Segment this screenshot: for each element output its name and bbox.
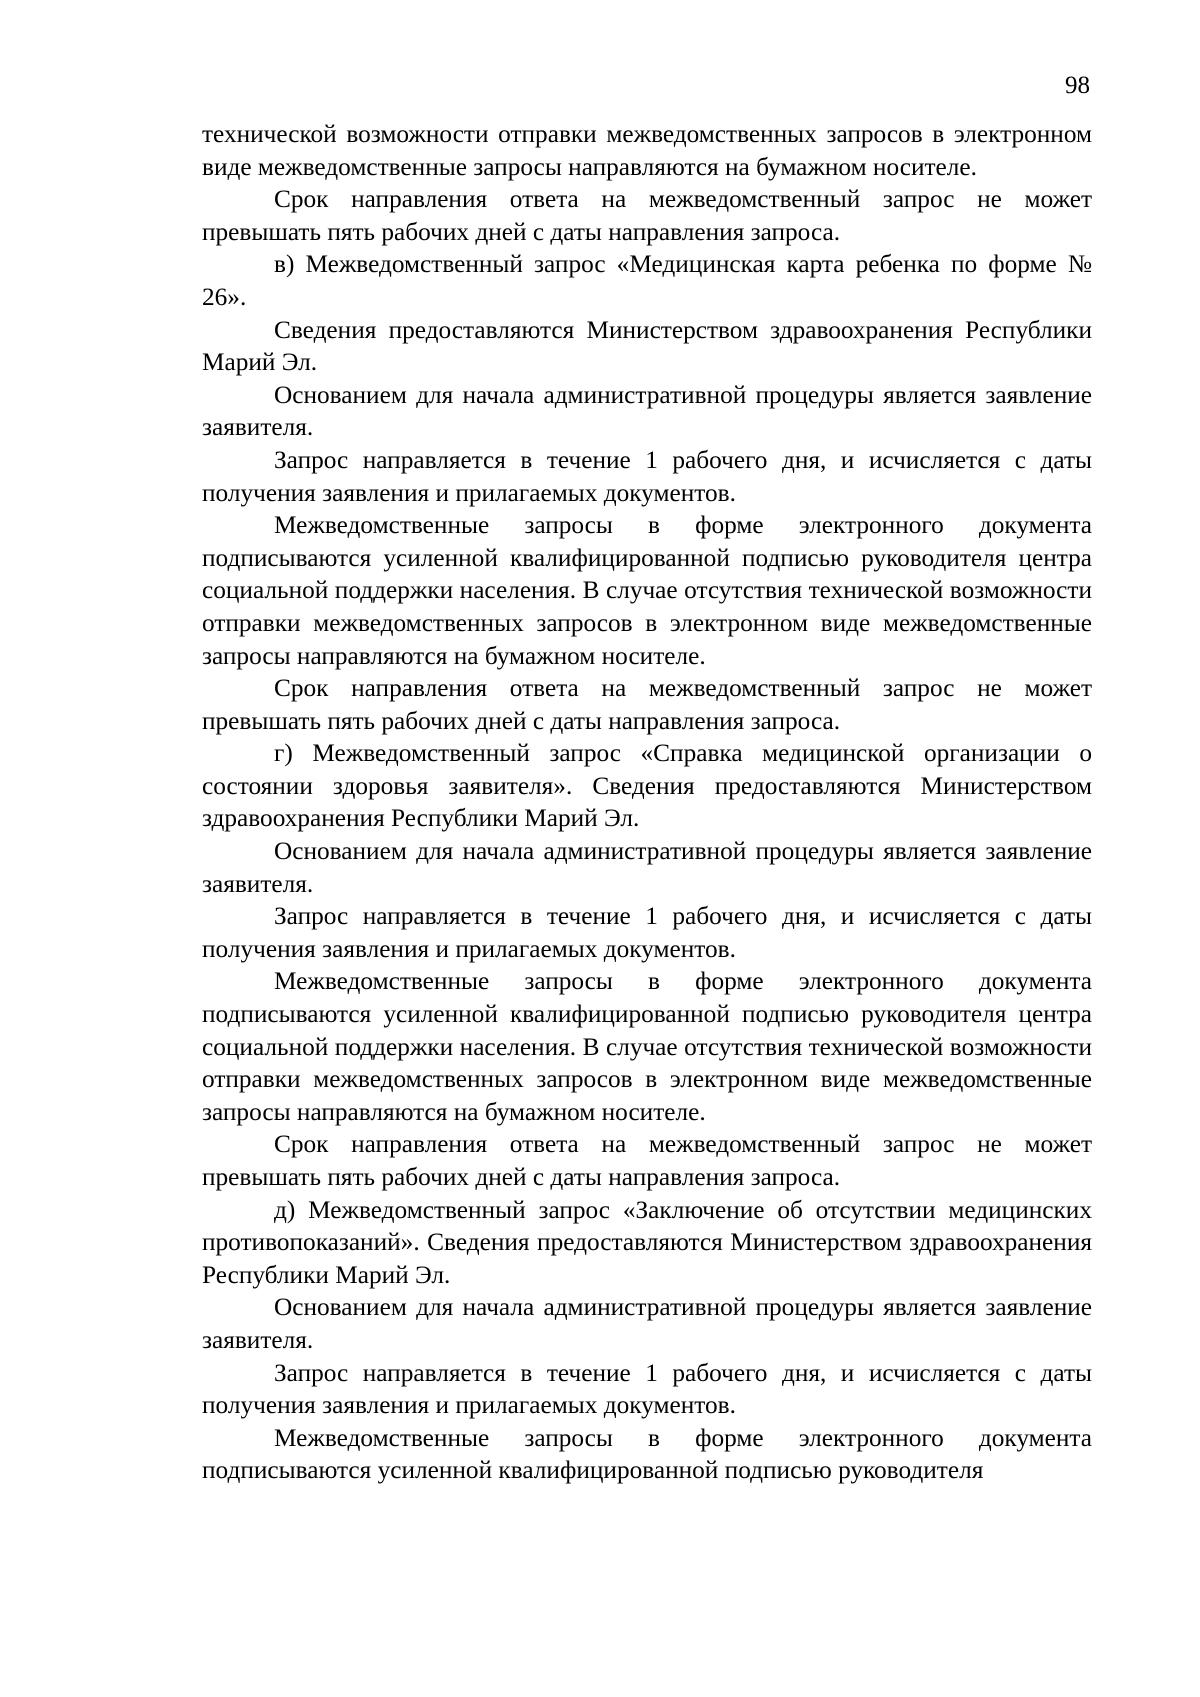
- paragraph: Сведения предоставляются Министерством здравоохранения Республики Марий Эл.: [202, 315, 1092, 377]
- paragraph: д) Межведомственный запрос «Заключение об отсутствии медицинских противопоказаний». Сведения предоставляются Министерством здравоохранения Республики Марий Эл.: [202, 1195, 1092, 1289]
- paragraph: Срок направления ответа на межведомственный запрос не может превышать пять рабочих дней с даты направления запроса.: [202, 185, 1092, 246]
- paragraph: Запрос направляется в течение 1 рабочего дня, и исчисляется с даты получения заявления и прилагаемых документов.: [202, 445, 1092, 507]
- paragraph: технической возможности отправки межведомственных запросов в электронном виде межведомственные запросы направляются на бумажном носителе.: [202, 120, 1092, 181]
- paragraph: Запрос направляется в течение 1 рабочего дня, и исчисляется с даты получения заявления и прилагаемых документов.: [202, 902, 1092, 963]
- paragraph: Запрос направляется в течение 1 рабочего дня, и исчисляется с даты получения заявления и прилагаемых документов.: [202, 1358, 1092, 1420]
- page-number: 98: [1065, 72, 1090, 99]
- paragraph: Основанием для начала административной процедуры является заявление заявителя.: [202, 1293, 1092, 1354]
- paragraph: Межведомственные запросы в форме электронного документа подписываются усиленной квалифицированной подписью руководителя: [202, 1423, 1092, 1485]
- paragraph: Межведомственные запросы в форме электронного документа подписываются усиленной квалифицированной подписью руководителя центра социальной поддержки населения. В случае отсутствия технической возможности отправки межведомственных запросов в электронном виде межведомственные запросы направляются на бумажном носителе.: [202, 967, 1092, 1126]
- paragraph: г) Межведомственный запрос «Справка медицинской организации о состоянии здоровья заявителя». Сведения предоставляются Министерством здравоохранения Республики Марий Эл.: [202, 739, 1092, 833]
- paragraph: Межведомственные запросы в форме электронного документа подписываются усиленной квалифицированной подписью руководителя центра социальной поддержки населения. В случае отсутствия технической возможности отправки межведомственных запросов в электронном виде межведомственные запросы направляются на бумажном носителе.: [202, 511, 1092, 670]
- paragraph: в) Межведомственный запрос «Медицинская карта ребенка по форме № 26».: [202, 250, 1092, 311]
- paragraph: Основанием для начала административной процедуры является заявление заявителя.: [202, 837, 1092, 898]
- paragraph: Основанием для начала административной процедуры является заявление заявителя.: [202, 380, 1092, 442]
- paragraph: Срок направления ответа на межведомственный запрос не может превышать пять рабочих дней с даты направления запроса.: [202, 674, 1092, 735]
- document-body: [202, 118, 1092, 1487]
- paragraph: Срок направления ответа на межведомственный запрос не может превышать пять рабочих дней с даты направления запроса.: [202, 1130, 1092, 1191]
